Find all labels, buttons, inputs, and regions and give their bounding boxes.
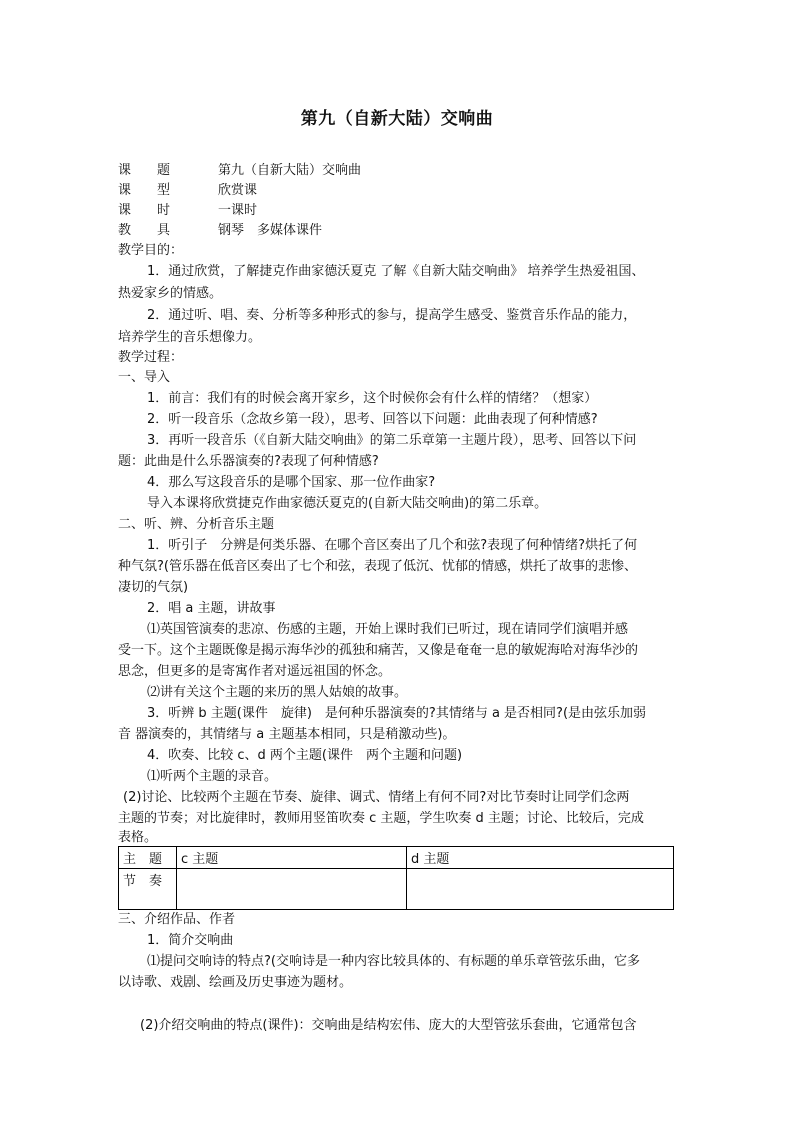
goal-2-line-2: 培养学生的音乐想像力。 [118,330,262,345]
s2-item-2: 2．唱 a 主题，讲故事 [147,601,276,616]
table-header-cell: d 主题 [407,847,674,869]
s2-item-1-line-2: 种气氛?(管乐器在低音区奏出了七个和弦，表现了低沉、忧郁的情感，烘托了故事的悲惨、 [118,559,637,574]
s2-item-4-sub-2-line-3: 表格。 [118,830,158,845]
meta-row-type [118,181,678,201]
s1-item-3-line-2: 题：此曲是什么乐器演奏的?表现了何种情感? [118,454,379,469]
s3-item-1-sub-1-line-2: 以诗歌、戏剧、绘画及历史事迹为题材。 [118,975,353,990]
s1-item-5: 导入本课将欣赏捷克作曲家德沃夏克的(自新大陆交响曲)的第二乐章。 [147,496,548,511]
goal-1-line-2: 热爱家乡的情感。 [118,286,223,301]
goals-heading: 教学目的： [118,243,184,258]
table-row [119,847,674,869]
s2-item-4-sub-2-line-2: 主题的节奏；对比旋律时，教师用竖笛吹奏 c 主题，学生吹奏 d 主题；讨论、比较后，完成 [118,811,644,826]
goal-1-line-1: 1．通过欣赏，了解捷克作曲家德沃夏克 了解《自新大陆交响曲》 培养学生热爱祖国、 [147,264,645,279]
s2-item-2-sub-2: ⑵讲有关这个主题的来历的黑人姑娘的故事。 [147,685,408,700]
table-cell [407,869,674,910]
meta-value: 第九（自新大陆）交响曲 [218,163,362,178]
meta-key: 课 题 [118,163,171,178]
s2-item-2-sub-1-line-2: 受一下。这个主题既像是揭示海华沙的孤独和痛苦，又像是奄奄一息的敏妮海哈对海华沙的 [118,643,639,658]
s1-item-2: 2．听一段音乐（念故乡第一段），思考、回答以下问题：此曲表现了何种情感? [147,412,598,427]
comparison-table [118,846,674,910]
s2-item-3-line-2: 音 器演奏的，其情绪与 a 主题基本相同，只是稍激动些)。 [118,727,456,742]
process-heading: 教学过程： [118,350,184,365]
meta-row-topic [118,161,678,181]
meta-value: 一课时 [218,203,258,218]
table-cell [177,869,407,910]
s1-item-4: 4．那么写这段音乐的是哪个国家、那一位作曲家? [147,475,436,490]
s2-item-1-line-3: 凄切的气氛) [118,580,189,595]
section-1-heading: 一、导入 [118,370,171,385]
meta-value: 欣赏课 [218,183,258,198]
meta-row-hours [118,201,678,221]
meta-row-tools [118,221,678,241]
s3-item-1: 1．简介交响曲 [147,933,234,948]
table-cell: 节 奏 [119,869,177,910]
meta-value: 钢琴 多媒体课件 [218,223,323,238]
table-header-cell: 主 题 [119,847,177,869]
s1-item-1: 1．前言：我们有的时候会离开家乡，这个时候你会有什么样的情绪？（想家） [147,391,598,406]
meta-key: 课 型 [118,183,171,198]
s1-item-3-line-1: 3．再听一段音乐（《自新大陆交响曲》的第二乐章第一主题片段），思考、回答以下问 [147,433,637,448]
goal-2-line-1: 2．通过听、唱、奏、分析等多种形式的参与，提高学生感受、鉴赏音乐作品的能力， [147,308,637,323]
s2-item-4-sub-1: ⑴听两个主题的录音。 [147,769,278,784]
s2-item-2-sub-1-line-1: ⑴英国管演奏的悲凉、伤感的主题，开始上课时我们已听过，现在请同学们演唱并感 [147,622,629,637]
section-2-heading: 二、听、辨、分析音乐主题 [118,517,275,532]
s2-item-1-line-1: 1．听引子 分辨是何类乐器、在哪个音区奏出了几个和弦?表现了何种情绪?烘托了何 [147,538,638,553]
section-3-heading: 三、介绍作品、作者 [118,912,236,927]
table-header-cell: c 主题 [177,847,407,869]
meta-key: 课 时 [118,203,171,218]
s2-item-4-sub-2-line-1: (2)讨论、比较两个主题在节奏、旋律、调式、情绪上有何不同?对比节奏时让同学们念两 [123,790,630,805]
s2-item-2-sub-1-line-3: 思念，但更多的是寄寓作者对遥远祖国的怀念。 [118,664,392,679]
meta-key: 教 具 [118,223,171,238]
s2-item-3-line-1: 3．听辨 b 主题(课件 旋律) 是何种乐器演奏的?其情绪与 a 是否相同?(是由弦乐加弱 [147,706,647,721]
s2-item-4: 4．吹奏、比较 c、d 两个主题(课件 两个主题和问题) [147,748,463,763]
s3-item-1-sub-2: (2)介绍交响曲的特点(课件)：交响曲是结构宏伟、庞大的大型管弦乐套曲，它通常包含 [140,1018,637,1033]
s3-item-1-sub-1-line-1: ⑴提问交响诗的特点?(交响诗是一种内容比较具体的、有标题的单乐章管弦乐曲，它多 [147,954,640,969]
page-title: 第九（自新大陆）交响曲 [300,109,494,129]
table-row [119,869,674,910]
